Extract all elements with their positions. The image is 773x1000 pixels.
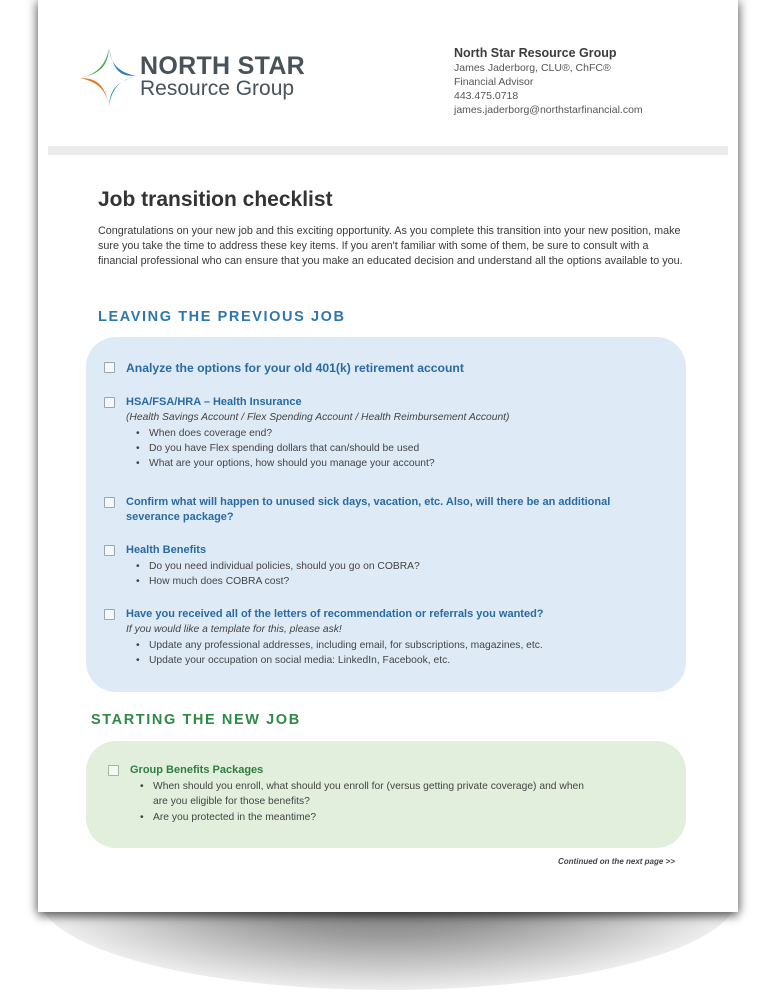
- checkbox-icon[interactable]: [104, 609, 115, 620]
- item-title: Confirm what will happen to unused sick days, vacation, etc. Also, will there be an additional: [126, 496, 611, 508]
- section-heading-leaving: LEAVING THE PREVIOUS JOB: [98, 309, 346, 325]
- bullet-item: • Do you need individual policies, should you go on COBRA?: [136, 561, 420, 572]
- bullet-item: • Update your occupation on social media: LinkedIn, Facebook, etc.: [136, 655, 451, 666]
- checkbox-icon[interactable]: [108, 765, 119, 776]
- contact-phone: 443.475.0718: [454, 90, 519, 102]
- contact-block: [454, 46, 714, 117]
- contact-email[interactable]: james.jaderborg@northstarfinancial.com: [454, 104, 643, 116]
- company-logo: [78, 46, 318, 116]
- bullet-item: • Do you have Flex spending dollars that can/should be used: [136, 443, 420, 454]
- contact-role: Financial Advisor: [454, 76, 534, 88]
- bullet-item: • Update any professional addresses, including email, for subscriptions, magazines, etc.: [136, 640, 543, 651]
- logo-brand-line2: Resource Group: [140, 77, 295, 100]
- page-title: Job transition checklist: [98, 188, 333, 211]
- item-title-cont: severance package?: [126, 511, 234, 523]
- item-subtitle: (Health Savings Account / Flex Spending Account / Health Reimbursement Account): [126, 412, 510, 423]
- leaving-panel: [86, 337, 686, 692]
- item-title: HSA/FSA/HRA – Health Insurance: [126, 396, 302, 408]
- checkbox-icon[interactable]: [104, 497, 115, 508]
- item-title: Analyze the options for your old 401(k) retirement account: [126, 361, 464, 375]
- item-title: Have you received all of the letters of recommendation or referrals you wanted?: [126, 608, 544, 620]
- bullet-item-cont: are you eligible for those benefits?: [153, 796, 310, 807]
- checkbox-icon[interactable]: [104, 397, 115, 408]
- checkbox-icon[interactable]: [104, 362, 115, 373]
- item-title: Health Benefits: [126, 544, 207, 556]
- section-heading-starting: STARTING THE NEW JOB: [91, 712, 301, 728]
- bullet-item: • How much does COBRA cost?: [136, 576, 290, 587]
- document-page: [38, 0, 738, 912]
- starting-panel: [86, 741, 686, 848]
- bullet-item: • When should you enroll, what should you enroll for (versus getting private coverage) and when: [140, 781, 584, 792]
- logo-brand-line1: NORTH STAR: [140, 52, 306, 80]
- continued-note: Continued on the next page >>: [558, 857, 675, 866]
- north-star-logo-icon: [78, 46, 140, 108]
- bullet-item: • Are you protected in the meantime?: [140, 812, 317, 823]
- checkbox-icon[interactable]: [104, 545, 115, 556]
- bullet-item: • When does coverage end?: [136, 428, 273, 439]
- header-divider: [48, 146, 728, 155]
- item-title: Group Benefits Packages: [130, 764, 264, 776]
- item-subtitle: If you would like a template for this, please ask!: [126, 624, 342, 635]
- contact-advisor: James Jaderborg, CLU®, ChFC®: [454, 62, 611, 74]
- contact-company: North Star Resource Group: [454, 46, 617, 60]
- bullet-item: • What are your options, how should you manage your account?: [136, 458, 435, 469]
- intro-paragraph: Congratulations on your new job and this exciting opportunity. As you complete this transition into your new position, make sure you take the time to address these key items. If you aren't familiar with some of them, be sure to consult with a financial professional who can ensure that you make an educated decision and understand all the options available to you.: [98, 225, 683, 268]
